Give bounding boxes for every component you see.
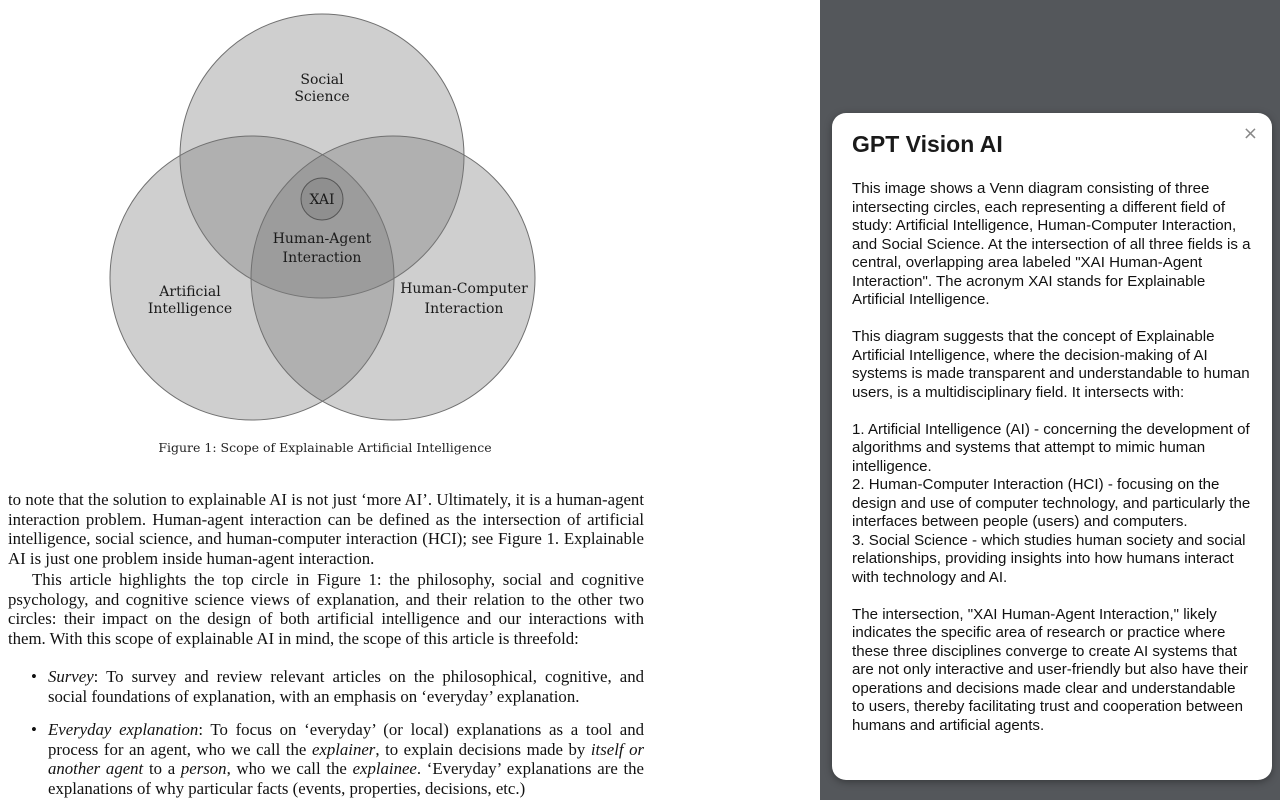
label-xai: XAI [309,192,335,208]
panel-paragraph-2: This diagram suggests that the concept of Explainable Artificial Intelligence, where the decision-making of AI systems is made transparent and understandable to human users, is a multidisciplinary field. It intersects with: [852,328,1250,401]
figure-caption: Figure 1: Scope of Explainable Artificial Intelligence [158,440,492,455]
bullet-survey: • Survey: To survey and review relevant articles on the philosophical, cognitive, and social foundations of explanation, with an emphasis on ‘everyday’ explanation. [31,667,644,706]
article-paragraph-2: This article highlights the top circle in Figure 1: the philosophy, social and cognitive psychology, and cognitive science views of explanation, and their relation to the other two circles: their impact on the design of both artificial intelligence and our interactions with them. With this scope of explainable AI in mind, the scope of this article is threefold: [8,570,644,648]
label-hai-line1: Human-Agent [272,231,372,247]
label-ai-line1: Artificial [159,284,221,300]
close-icon[interactable]: × [1242,123,1258,144]
bullet-everyday-explanation: • Everyday explanation: To focus on ‘everyday’ (or local) explanations as a tool and process for an agent, who we call the explainer, to explain decisions made by itself or another agent to a person, who we call the explainee. ‘Everyday’ explanations are the explanations of why particular facts (events, properties, decisions, etc.) [31,720,644,798]
panel-paragraph-1: This image shows a Venn diagram consisting of three intersecting circles, each representing a different field of study: Artificial Intelligence, Human-Computer Interaction, and Social Science. At the intersection of all three fields is a central, overlapping area labeled "XAI Human-Agent Interaction". The acronym XAI stands for Explainable Artificial Intelligence. [852,180,1251,308]
panel-list-item: 3. Social Science - which studies human society and social relationships, providing insights into how humans interact with technology and AI. [852,531,1246,586]
bullet-icon: • [31,720,37,739]
bullet-term: Everyday explanation [48,720,199,739]
panel-list [852,421,1252,588]
bullet-icon: • [31,667,37,686]
label-hci-line2: Interaction [424,301,504,317]
label-hai-line2: Interaction [282,250,362,266]
gpt-vision-panel [832,113,1272,780]
label-social-line2: Science [294,89,350,105]
article-paragraph-1: to note that the solution to explainable AI is not just ‘more AI’. Ultimately, it is a human-agent interaction problem. Human-agent interaction can be defined as the intersection of artificial intelligence, social science, and human-computer interaction (HCI); see Figure 1. Explainable AI is just one problem inside human-agent interaction. [8,490,644,568]
panel-paragraph-3: The intersection, "XAI Human-Agent Interaction," likely indicates the specific area of research or practice where these three disciplines converge to create AI systems that are not only interactive and user-friendly but also have their operations and decisions made clear and understandable to users, thereby facilitating trust and cooperation between humans and artificial agents. [852,605,1249,734]
venn-diagram [0,0,650,430]
label-social-line1: Social [300,72,344,88]
panel-list-item: 1. Artificial Intelligence (AI) - concerning the development of algorithms and systems that attempt to mimic human intelligence. [852,420,1250,475]
venn-circle-human-computer-interaction [251,136,535,420]
label-ai-line2: Intelligence [147,301,233,317]
label-hci-line1: Human-Computer [400,281,528,297]
panel-body [852,180,1252,754]
bullet-term: Survey [48,667,94,686]
panel-list-item: 2. Human-Computer Interaction (HCI) - focusing on the design and use of computer technology, and particularly the interfaces between people (users) and computers. [852,476,1251,530]
panel-title: GPT Vision AI [852,131,1003,157]
